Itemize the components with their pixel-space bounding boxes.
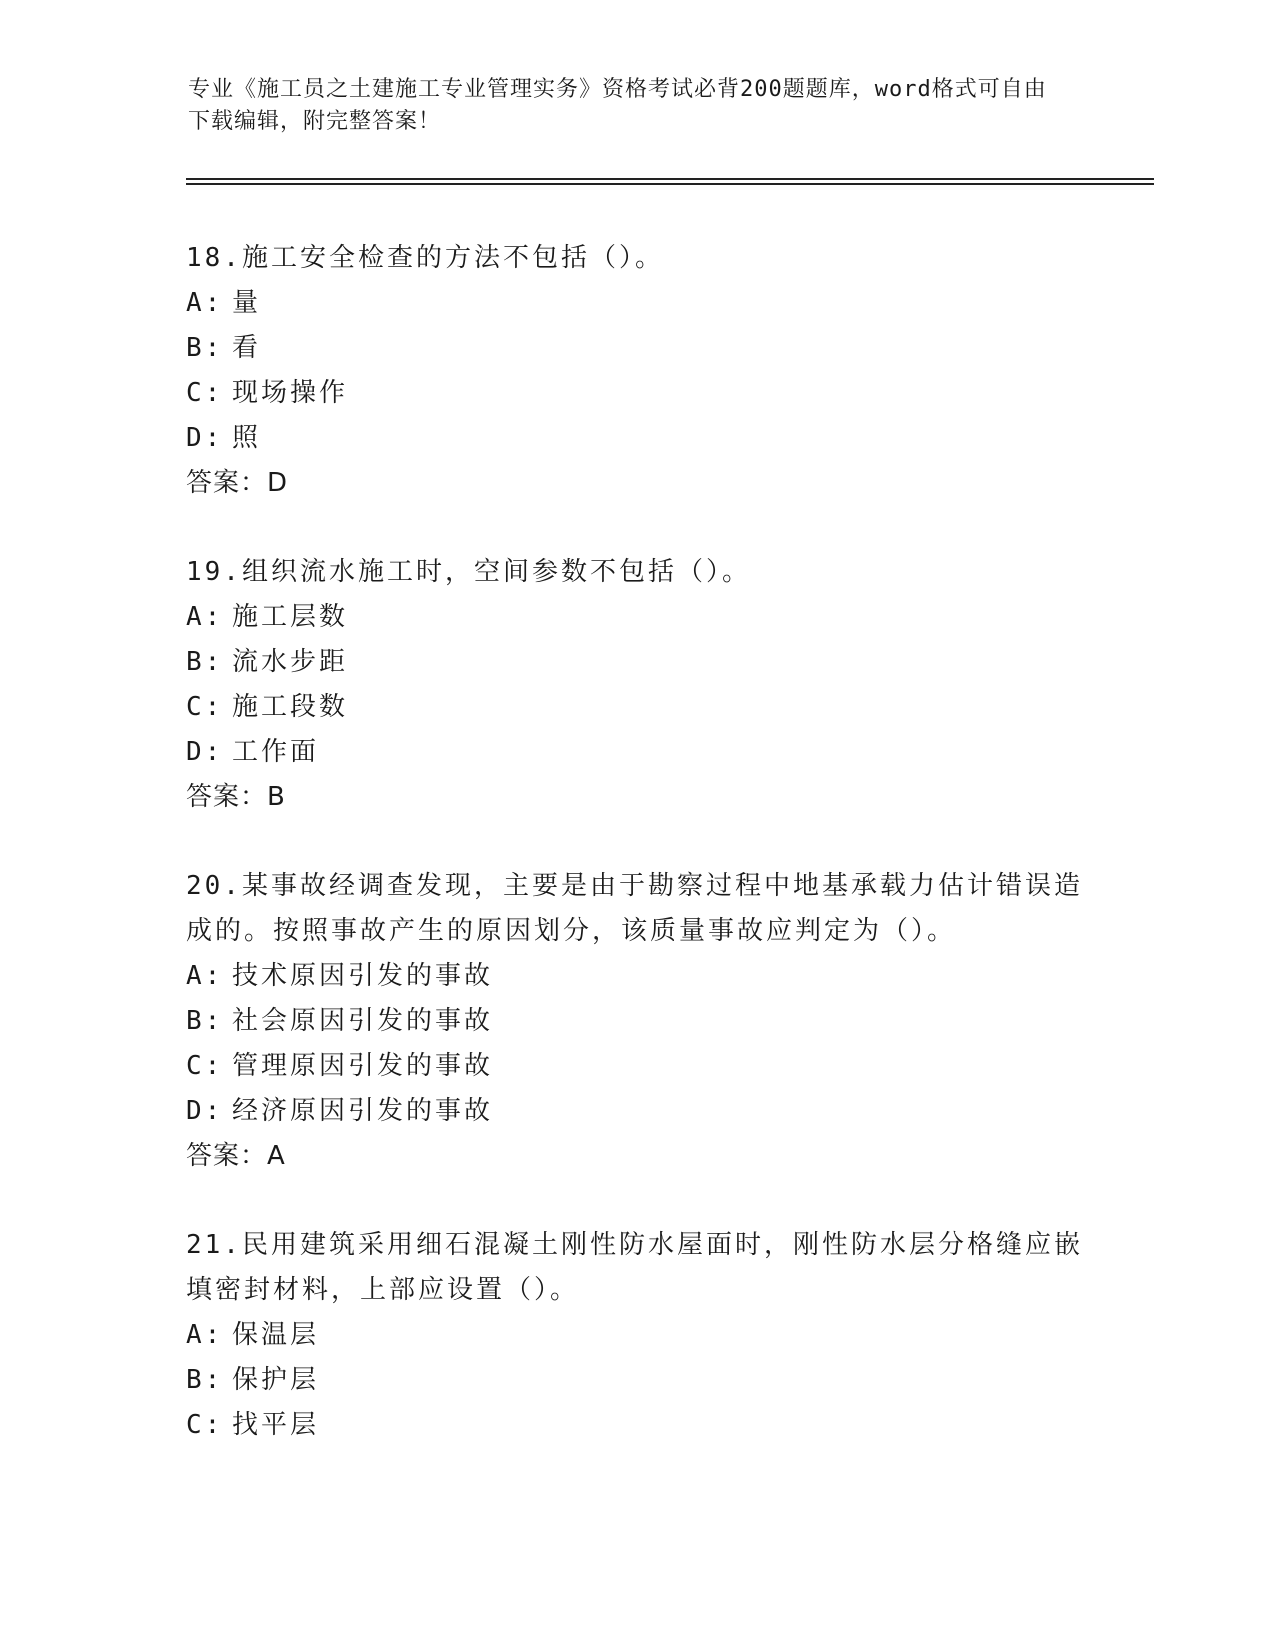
option-key: D:: [186, 423, 224, 453]
option-text: 保温层: [232, 1320, 320, 1350]
option-text: 现场操作: [232, 378, 349, 408]
document-header: 专业《施工员之土建施工专业管理实务》资格考试必背200题题库，word格式可自由下载编辑，附完整答案！: [188, 77, 1047, 134]
option-text: 保护层: [232, 1365, 320, 1395]
option-key: B:: [186, 1365, 224, 1395]
option-d: [186, 1089, 1086, 1134]
option-key: C:: [186, 692, 224, 722]
header-divider-top: [186, 178, 1154, 180]
header-divider-bottom: [186, 183, 1154, 185]
option-key: A:: [186, 961, 224, 991]
option-key: A:: [186, 288, 224, 318]
option-key: A:: [186, 1320, 224, 1350]
question-stem: 20.某事故经调查发现，主要是由于勘察过程中地基承载力估计错误造成的。按照事故产生的原因划分，该质量事故应判定为（）。: [186, 871, 1083, 946]
option-a: [186, 1313, 1086, 1358]
question-answer: 答案：D: [186, 468, 289, 498]
option-key: B:: [186, 333, 224, 363]
option-text: 照: [232, 423, 262, 453]
option-text: 工作面: [232, 737, 320, 767]
option-d: [186, 416, 1086, 461]
option-key: C:: [186, 1410, 224, 1440]
option-c: [186, 1044, 1086, 1089]
option-text: 施工层数: [232, 602, 349, 632]
question-19: [186, 550, 1086, 820]
option-text: 找平层: [232, 1410, 320, 1440]
option-a: [186, 595, 1086, 640]
option-c: [186, 371, 1086, 416]
option-key: D:: [186, 737, 224, 767]
question-list: [186, 236, 1086, 1492]
option-text: 量: [232, 288, 262, 318]
question-stem: 21.民用建筑采用细石混凝土刚性防水屋面时，刚性防水层分格缝应嵌填密封材料，上部应设置（）。: [186, 1230, 1083, 1305]
option-key: B:: [186, 1006, 224, 1036]
option-text: 管理原因引发的事故: [232, 1051, 494, 1081]
option-d: [186, 730, 1086, 775]
option-key: C:: [186, 378, 224, 408]
option-key: B:: [186, 647, 224, 677]
option-key: C:: [186, 1051, 224, 1081]
question-stem: 18.施工安全检查的方法不包括（）。: [186, 243, 664, 273]
option-text: 看: [232, 333, 262, 363]
option-text: 流水步距: [232, 647, 349, 677]
option-b: [186, 1358, 1086, 1403]
option-b: [186, 640, 1086, 685]
option-text: 社会原因引发的事故: [232, 1006, 494, 1036]
option-text: 经济原因引发的事故: [232, 1096, 494, 1126]
option-b: [186, 326, 1086, 371]
question-answer: 答案：A: [186, 1141, 286, 1171]
option-key: A:: [186, 602, 224, 632]
option-a: [186, 281, 1086, 326]
option-a: [186, 954, 1086, 999]
option-text: 施工段数: [232, 692, 349, 722]
question-answer: 答案：B: [186, 782, 286, 812]
option-key: D:: [186, 1096, 224, 1126]
question-18: [186, 236, 1086, 506]
option-text: 技术原因引发的事故: [232, 961, 494, 991]
question-21: [186, 1223, 1086, 1448]
option-c: [186, 1403, 1086, 1448]
question-stem: 19.组织流水施工时，空间参数不包括（）。: [186, 557, 751, 587]
option-b: [186, 999, 1086, 1044]
question-20: [186, 864, 1086, 1179]
option-c: [186, 685, 1086, 730]
